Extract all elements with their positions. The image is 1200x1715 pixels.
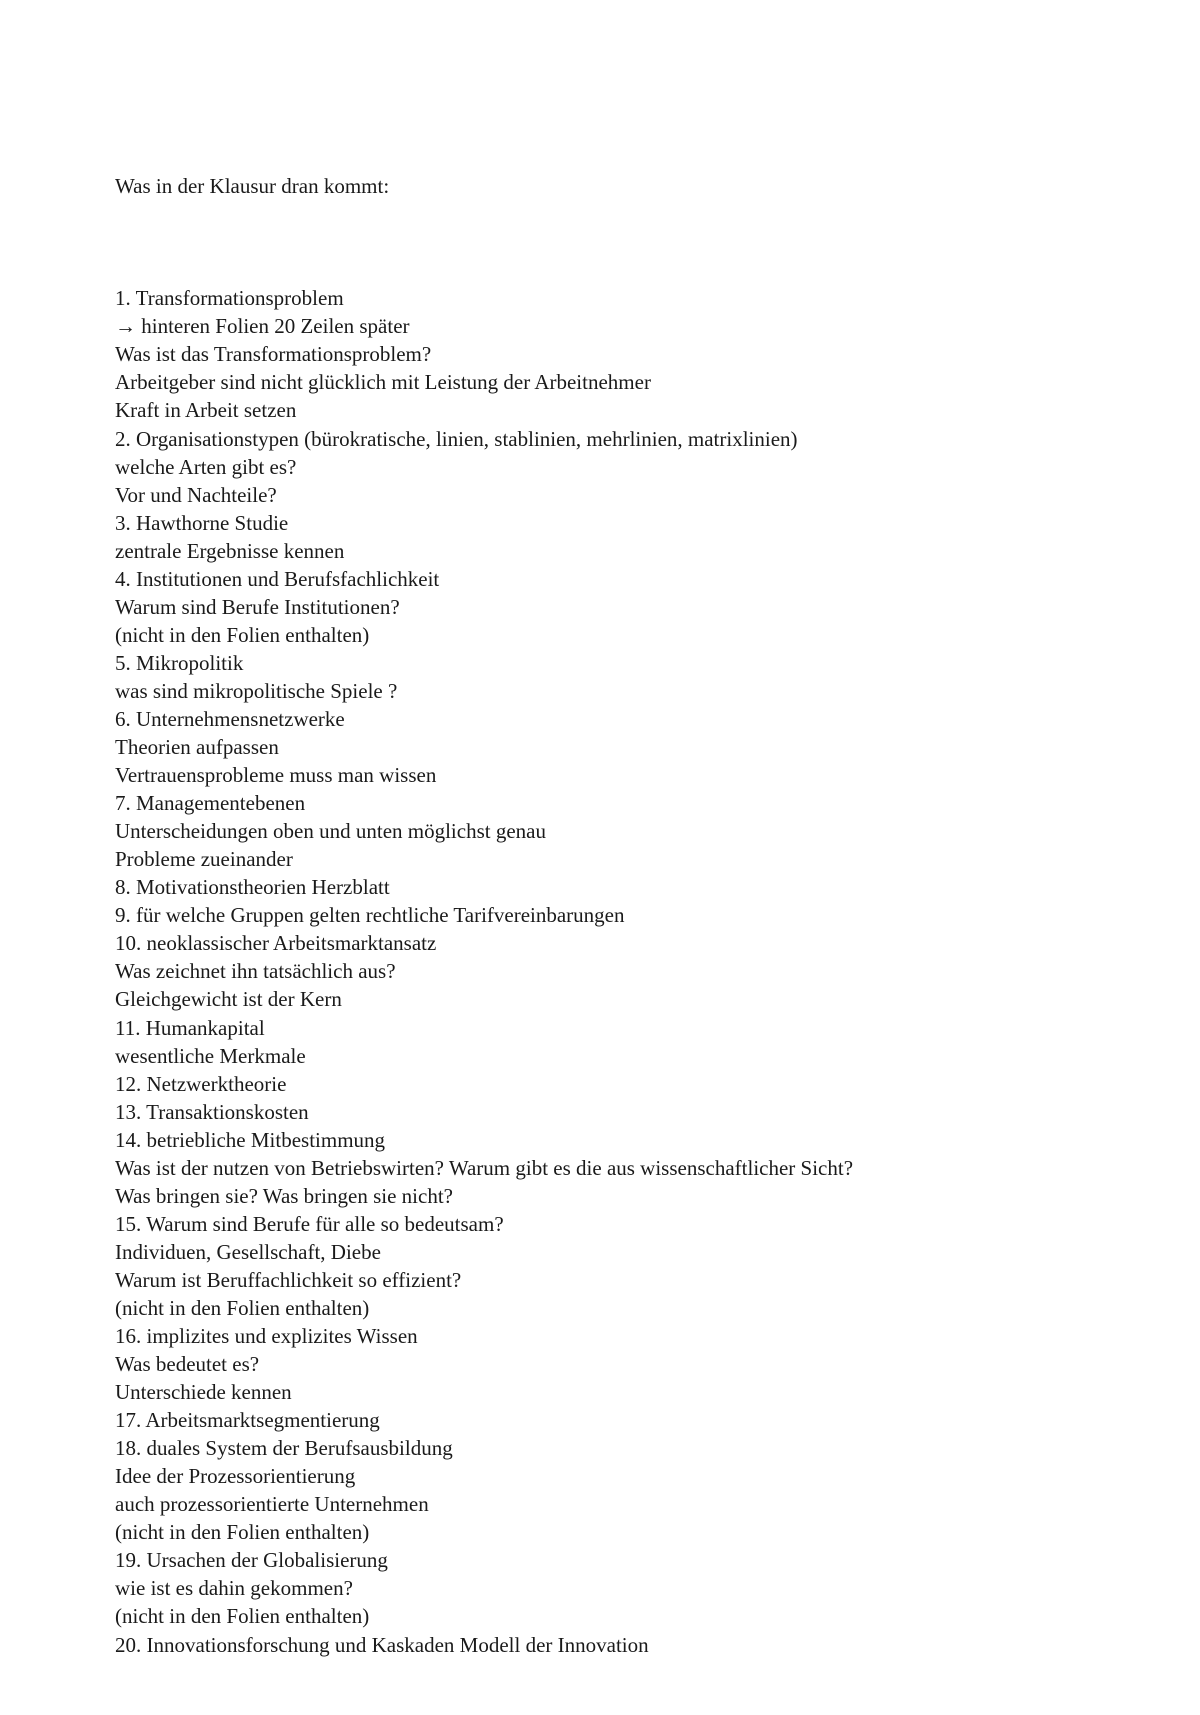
document-line: 9. für welche Gruppen gelten rechtliche Tarifvereinbarungen xyxy=(115,903,625,928)
document-line: zentrale Ergebnisse kennen xyxy=(115,538,345,563)
document-line: 8. Motivationstheorien Herzblatt xyxy=(115,875,390,900)
document-line: (nicht in den Folien enthalten) xyxy=(115,622,370,647)
document-line: 7. Managementebenen xyxy=(115,791,306,816)
document-heading: Was in der Klausur dran kommt: xyxy=(115,174,390,199)
document-line: 10. neoklassischer Arbeitsmarktansatz xyxy=(115,931,437,956)
document-line: Was ist der nutzen von Betriebswirten? Warum gibt es die aus wissenschaftlicher Sicht? xyxy=(115,1155,854,1180)
document-line: 12. Netzwerktheorie xyxy=(115,1071,287,1096)
document-line: → hinteren Folien 20 Zeilen später xyxy=(115,314,410,339)
document-line: Vor und Nachteile? xyxy=(115,482,277,507)
document-line: (nicht in den Folien enthalten) xyxy=(115,1520,370,1545)
document-line: Was ist das Transformationsproblem? xyxy=(115,342,432,367)
document-line: 11. Humankapital xyxy=(115,1015,265,1040)
document-line: 1. Transformationsproblem xyxy=(115,286,344,311)
document-line: Vertrauensprobleme muss man wissen xyxy=(115,763,437,788)
document-line: 19. Ursachen der Globalisierung xyxy=(115,1548,388,1573)
document-line: 20. Innovationsforschung und Kaskaden Modell der Innovation xyxy=(115,1632,649,1657)
document-line: auch prozessorientierte Unternehmen xyxy=(115,1492,429,1517)
document-line: Gleichgewicht ist der Kern xyxy=(115,987,342,1012)
document-line: wesentliche Merkmale xyxy=(115,1043,306,1068)
document-line: Theorien aufpassen xyxy=(115,735,279,760)
document-body xyxy=(115,116,853,1715)
document-line: Probleme zueinander xyxy=(115,847,293,872)
document-line: Warum ist Beruffachlichkeit so effizient? xyxy=(115,1267,462,1292)
document-line: (nicht in den Folien enthalten) xyxy=(115,1295,370,1320)
document-line: 18. duales System der Berufsausbildung xyxy=(115,1436,453,1461)
document-line: wie ist es dahin gekommen? xyxy=(115,1576,353,1601)
document-line: Idee der Prozessorientierung xyxy=(115,1464,356,1489)
document-line: was sind mikropolitische Spiele ? xyxy=(115,678,398,703)
document-line: Individuen, Gesellschaft, Diebe xyxy=(115,1239,381,1264)
document-line: 17. Arbeitsmarktsegmentierung xyxy=(115,1408,380,1433)
document-line: Unterscheidungen oben und unten möglichst genau xyxy=(115,819,546,844)
document-line: 14. betriebliche Mitbestimmung xyxy=(115,1127,386,1152)
document-line: Kraft in Arbeit setzen xyxy=(115,398,297,423)
document-line: Was zeichnet ihn tatsächlich aus? xyxy=(115,959,396,984)
document-line: (nicht in den Folien enthalten) xyxy=(115,1604,370,1629)
document-line: 16. implizites und explizites Wissen xyxy=(115,1324,418,1349)
document-line: 2. Organisationstypen (bürokratische, linien, stablinien, mehrlinien, matrixlinien) xyxy=(115,426,798,451)
document-line: 15. Warum sind Berufe für alle so bedeutsam? xyxy=(115,1211,504,1236)
document-line: 6. Unternehmensnetzwerke xyxy=(115,706,345,731)
document-lines xyxy=(115,284,853,1658)
document-line: 3. Hawthorne Studie xyxy=(115,510,289,535)
document-line: Warum sind Berufe Institutionen? xyxy=(115,594,400,619)
document-line: Was bedeutet es? xyxy=(115,1352,260,1377)
document-line: welche Arten gibt es? xyxy=(115,454,297,479)
document-line: Unterschiede kennen xyxy=(115,1380,292,1405)
document-line: 13. Transaktionskosten xyxy=(115,1099,309,1124)
document-line: 5. Mikropolitik xyxy=(115,650,244,675)
document-line: Arbeitgeber sind nicht glücklich mit Leistung der Arbeitnehmer xyxy=(115,370,651,395)
document-line: 4. Institutionen und Berufsfachlichkeit xyxy=(115,566,440,591)
document-line: Was bringen sie? Was bringen sie nicht? xyxy=(115,1183,453,1208)
